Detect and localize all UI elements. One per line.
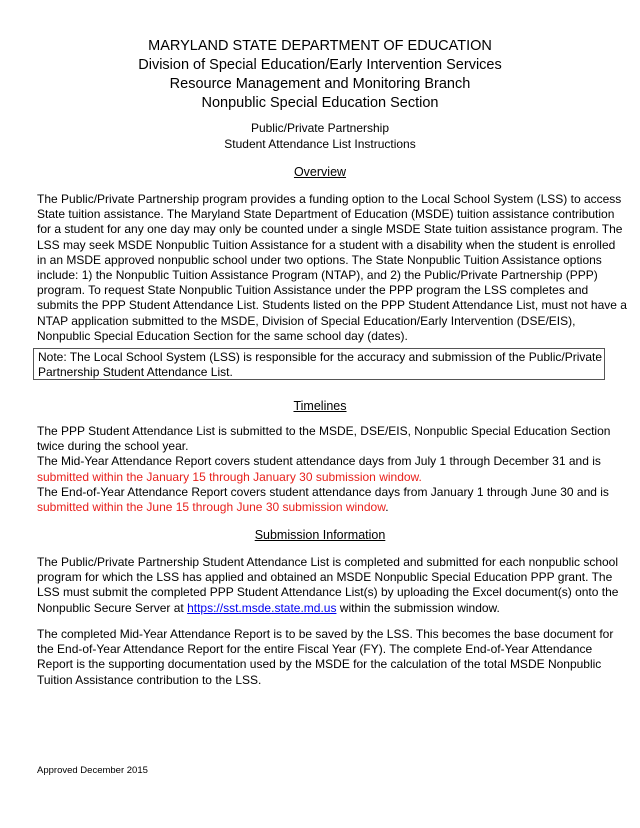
timelines-heading: Timelines	[293, 399, 347, 413]
overview-line: State tuition assistance. The Maryland State Department of Education (MSDE) tuition assistance contribution	[37, 207, 615, 222]
note-box	[33, 348, 605, 380]
header-line-agency: MARYLAND STATE DEPARTMENT OF EDUCATION	[148, 38, 492, 54]
submission-line: Tuition Assistance contribution to the LSS.	[37, 672, 262, 687]
header-line-branch: Resource Management and Monitoring Branch	[169, 76, 471, 92]
header-line-section: Nonpublic Special Education Section	[201, 95, 439, 111]
subtitle-line-2: Student Attendance List Instructions	[224, 137, 416, 151]
submission-heading: Submission Information	[254, 528, 386, 542]
note-line: Partnership Student Attendance List.	[38, 365, 233, 379]
timelines-line: twice during the school year.	[37, 439, 189, 454]
overview-line: program. To request State Nonpublic Tuition Assistance under the PPP program the LSS completes and	[37, 283, 589, 298]
timelines-line: The End-of-Year Attendance Report covers student attendance days from January 1 through June 30 and is	[37, 484, 609, 499]
overview-line: include: 1) the Nonpublic Tuition Assistance Program (NTAP), and 2) the Public/Private Partnership (PPP)	[37, 268, 598, 283]
submission-paragraph-2	[37, 627, 614, 688]
header-line-division: Division of Special Education/Early Intervention Services	[138, 57, 502, 73]
submission-line: Report is the supporting documentation used by the MSDE for the calculation of the total MSDE Nonpublic	[37, 657, 602, 672]
timelines-line: The PPP Student Attendance List is submitted to the MSDE, DSE/EIS, Nonpublic Special Education Section	[37, 424, 611, 438]
submission-paragraph-1	[37, 555, 619, 616]
overview-line: submits the PPP Student Attendance List. Students listed on the PPP Student Attendance List, must not have a	[37, 298, 627, 313]
document-header	[0, 37, 640, 113]
overview-line: Nonpublic Special Education Section for the same school day (dates).	[37, 328, 408, 343]
overview-line: NTAP application submitted to the MSDE, Division of Special Education/Early Intervention (DSE/EIS),	[37, 313, 576, 328]
timelines-paragraph	[37, 424, 611, 515]
submission-line: LSS must submit the completed PPP Student Attendance List(s) by uploading the Excel document(s) onto the	[37, 585, 619, 600]
submission-line: The completed Mid-Year Attendance Report is to be saved by the LSS. This becomes the base document for	[37, 627, 614, 641]
end-of-year-window-text: submitted within the June 15 through June 30 submission window	[37, 500, 386, 515]
document-subtitle	[0, 120, 640, 152]
submission-line-with-link: Nonpublic Secure Server at https://sst.msde.state.md.us within the submission window.	[37, 600, 500, 615]
overview-line: in an MSDE approved nonpublic school under two options. The State Nonpublic Tuition Assistance options	[37, 252, 602, 267]
approval-footer: Approved December 2015	[37, 765, 148, 776]
overview-line: for a student for any one day may only be counted under a single MSDE State tuition assistance program. The	[37, 222, 623, 237]
overview-paragraph	[37, 192, 627, 344]
mid-year-window-text: submitted within the January 15 through January 30 submission window.	[37, 469, 422, 484]
overview-heading: Overview	[293, 165, 347, 179]
secure-server-link[interactable]: https://sst.msde.state.md.us	[187, 600, 337, 615]
timelines-line: The Mid-Year Attendance Report covers student attendance days from July 1 through December 31 and is	[37, 454, 601, 469]
note-line: Note: The Local School System (LSS) is responsible for the accuracy and submission of the Public/Private	[38, 350, 603, 364]
submission-line: program for which the LSS has applied and obtained an MSDE Nonpublic Special Education PPP grant. The	[37, 570, 613, 585]
end-of-year-window-line: submitted within the June 15 through June 30 submission window.	[37, 500, 389, 515]
overview-line: LSS may seek MSDE Nonpublic Tuition Assistance for a student with a disability when the student is enrolled	[37, 237, 616, 252]
submission-line: the End-of-Year Attendance Report for the entire Fiscal Year (FY). The complete End-of-Year Attendance	[37, 642, 593, 657]
submission-line: The Public/Private Partnership Student Attendance List is completed and submitted for each nonpublic school	[37, 555, 619, 569]
overview-line: The Public/Private Partnership program provides a funding option to the Local School System (LSS) to access	[37, 192, 622, 206]
subtitle-line-1: Public/Private Partnership	[250, 121, 390, 135]
